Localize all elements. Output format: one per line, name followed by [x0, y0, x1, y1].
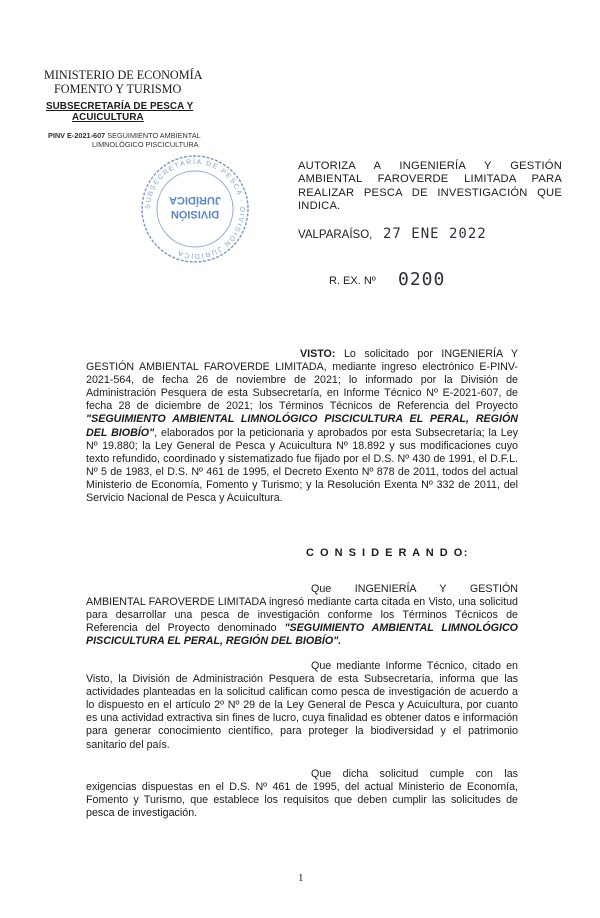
stamp-seal-icon [138, 152, 252, 266]
stamp-ring-text: SUBSECRETARÍA DE PESCA · DIVISIÓN JURÍDICA [144, 158, 246, 260]
considerando-paragraph-3: Que dicha solicitud cumple con las exigencias dispuestas en el D.S. Nº 461 de 1995, del actual Ministerio de Economía, Fomento y Turismo, que establece los requisitos que deben cumplir las solicitudes de pesca de investigación. [86, 768, 518, 820]
division-juridica-stamp [138, 152, 252, 266]
reference-text: SEGUIMIENTO AMBIENTAL [107, 131, 201, 140]
ministry-name-line2: FOMENTO Y TURISMO [54, 82, 182, 96]
visto-text-cont: , elaborados por la peticionaria y aprobados por esta Subsecretaría; la Ley Nº 19.880; la Ley General de Pesca y Acuicultura Nº 18.892 y sus modificaciones cuyo texto refundido, coordinado y sistematizado fue fijado por el D.S. Nº 430 de 1991, el D.F.L. Nº 5 de 1983, el D.S. Nº 461 de 1995, el Decreto Exento Nº 878 de 2011, todos del actual Ministerio de Economía, Fomento y Turismo; y la Resolución Exenta Nº 332 de 2011, del Servicio Nacional de Pesca y Acuicultura. [86, 426, 518, 505]
resolution-label: R. EX. Nº [329, 275, 376, 287]
place-label: VALPARAÍSO, [298, 229, 373, 241]
visto-text: Lo solicitado por INGENIERÍA Y GESTIÓN AMBIENTAL FAROVERDE LIMITADA, mediante ingreso electrónico E-PINV-2021-564, de fecha 26 de noviembre de 2021; lo informado por la División de Administración Pesquera de esta Subsecretaría, en Informe Técnico Nº E-2021-607, de fecha 28 de diciembre de 2021; los Términos Técnicos de Referencia del Proyecto [86, 348, 518, 413]
reference-text-line2: LIMNOLÓGICO PISCICULTURA [92, 140, 199, 149]
page-number: 1 [298, 872, 304, 884]
visto-project-name: "SEGUIMIENTO AMBIENTAL LIMNOLÓGICO PISCICULTURA EL PERAL, REGIÓN DEL BIOBÍO" [86, 413, 518, 439]
considerando-heading: C O N S I D E R A N D O: [306, 547, 469, 559]
ministry-name: MINISTERIO DE ECONOMÍA [44, 68, 203, 82]
resolution-number: 0200 [398, 269, 446, 290]
subsecretaria-name: SUBSECRETARÍA DE PESCA Y [46, 101, 194, 112]
date-stamp: 27 ENE 2022 [383, 226, 487, 242]
considerando-paragraph-2: Que mediante Informe Técnico, citado en Visto, la División de Administración Pesquera de esta Subsecretaría, informa que las actividades planteadas en la solicitud califican como pesca de investigación de acuerdo a lo dispuesto en el artículo 2º Nº 29 de la Ley General de Pesca y Acuicultura, por cuanto es una actividad extractiva sin fines de lucro, cuya finalidad es obtener datos e información para generar conocimiento científico, para proteger la biodiversidad y el patrimonio sanitario del país. [86, 660, 518, 751]
reference-code: PINV E-2021-607 [48, 131, 106, 140]
resolution-title: AUTORIZA A INGENIERÍA Y GESTIÓN AMBIENTAL FAROVERDE LIMITADA PARA REALIZAR PESCA DE INVESTIGACIÓN QUE INDICA. [298, 160, 562, 213]
subsecretaria-name-line2: ACUICULTURA [72, 112, 144, 123]
stamp-center-line2: JURÍDICA [169, 194, 221, 206]
considerando-1-text: Que INGENIERÍA Y GESTIÓN AMBIENTAL FAROVERDE LIMITADA ingresó mediante carta citada en Visto, una solicitud para desarrollar una pesca de investigación conforme los Términos Técnicos de Referencia del Proyecto denominado [86, 583, 518, 635]
reference-line [48, 131, 201, 140]
considerando-1-project: "SEGUIMIENTO AMBIENTAL LIMNOLÓGICO PISCICULTURA EL PERAL, REGIÓN DEL BIOBÍO". [86, 622, 518, 648]
visto-label: VISTO: [300, 348, 336, 360]
visto-paragraph [86, 348, 518, 505]
considerando-paragraph-1 [86, 583, 518, 648]
stamp-center-line1: DIVISIÓN [170, 208, 220, 220]
